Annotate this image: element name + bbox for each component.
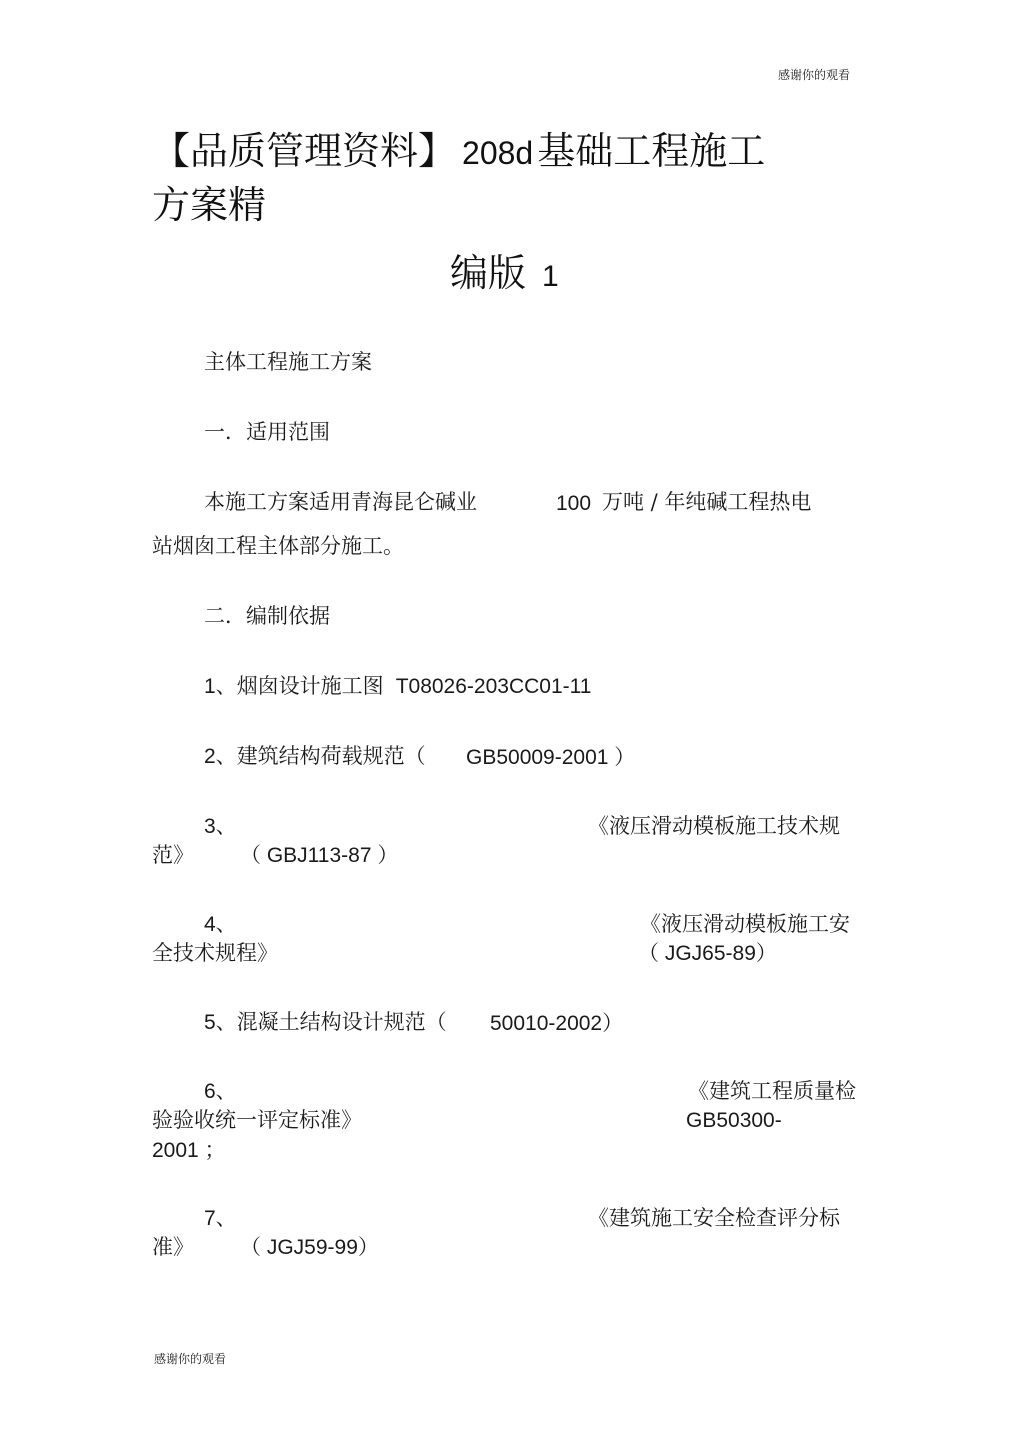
item-7-text-a: 《建筑施工安全检查评分标 xyxy=(588,1206,840,1230)
title-rest: 基础工程施工 xyxy=(537,129,766,173)
item-4-number: 4、 xyxy=(204,913,237,936)
item-6-text-a: 《建筑工程质量检 xyxy=(688,1079,856,1103)
item-code: T08026-203CC01-11 xyxy=(395,675,592,698)
item-4-code: （ JGJ65-89） xyxy=(638,942,777,965)
item-6-code-b: 2001 ； xyxy=(152,1139,226,1162)
document-title-line1 xyxy=(152,129,766,173)
section-1-title: 一．适用范围 xyxy=(204,420,330,444)
item-7-number: 7、 xyxy=(204,1207,237,1230)
item-3-number: 3、 xyxy=(204,815,237,838)
scope-text-a: 本施工方案适用青海昆仑碱业 xyxy=(204,490,477,514)
item-4-text-a: 《液压滑动模板施工安 xyxy=(640,912,850,936)
list-item-2 xyxy=(204,746,426,767)
section-2-title: 二．编制依据 xyxy=(204,604,330,628)
title-edition-number: 1 xyxy=(542,260,559,293)
document-title-line3 xyxy=(450,251,559,295)
item-number: 1、 xyxy=(204,675,237,698)
scope-number: 100 xyxy=(556,492,592,515)
document-title-line2: 方案精 xyxy=(152,183,267,227)
item-7-code: （ JGJ59-99） xyxy=(240,1236,379,1259)
item-3-text-a: 《液压滑动模板施工技术规 xyxy=(588,814,840,838)
item-3-code: （ GBJ113-87 ） xyxy=(240,844,399,867)
item-5-code: 50010-2002） xyxy=(490,1012,624,1035)
item-text: 混凝土结构设计规范（ xyxy=(236,1010,447,1034)
page-footer: 感谢你的观看 xyxy=(154,1352,227,1366)
list-item-5 xyxy=(204,1012,447,1033)
item-text: 烟囱设计施工图 xyxy=(236,674,384,698)
item-6-text-b: 验验收统一评定标准》 xyxy=(152,1108,362,1132)
item-7-text-b: 准》 xyxy=(152,1235,194,1259)
scope-text-b: 万吨 / 年纯碱工程热电 xyxy=(602,490,812,514)
item-number: 2、 xyxy=(204,745,237,768)
page-header: 感谢你的观看 xyxy=(778,68,851,82)
title-bracket-text: 【品质管理资料】 xyxy=(152,129,457,173)
item-2-code: GB50009-2001 ） xyxy=(466,746,636,769)
item-number: 5、 xyxy=(204,1011,237,1034)
title-number: 208d xyxy=(462,135,534,171)
title-edition-text: 编版 xyxy=(450,251,527,295)
item-text: 建筑结构荷载规范（ xyxy=(236,744,426,768)
item-6-number: 6、 xyxy=(204,1080,237,1103)
item-4-text-b: 全技术规程》 xyxy=(152,941,278,965)
scope-text-c: 站烟囱工程主体部分施工。 xyxy=(152,534,404,558)
item-3-text-b: 范》 xyxy=(152,843,194,867)
section-heading: 主体工程施工方案 xyxy=(204,350,372,374)
list-item-1 xyxy=(204,676,591,697)
item-6-code-a: GB50300- xyxy=(686,1109,782,1132)
